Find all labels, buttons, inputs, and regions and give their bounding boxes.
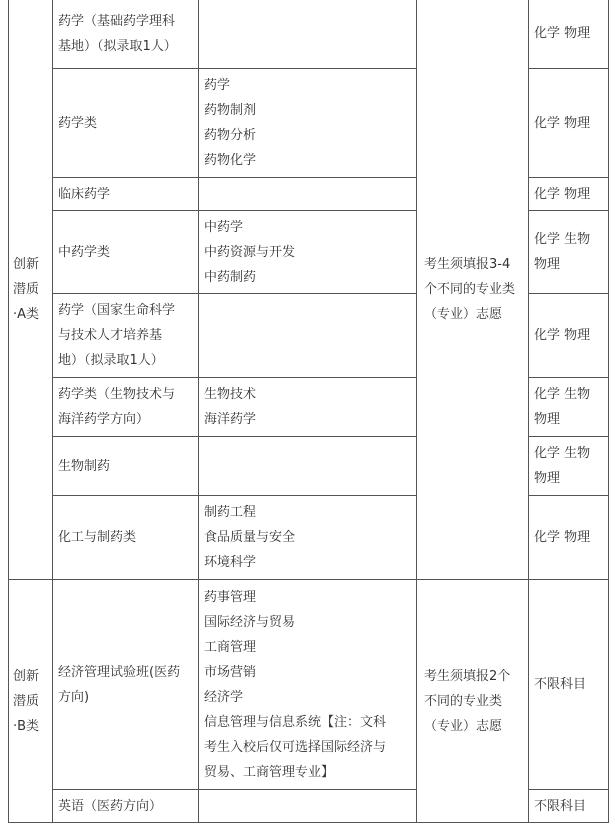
subjects-cell: 化学 生物 物理 — [529, 211, 609, 294]
program-name-cell: 临床药学 — [53, 178, 199, 211]
requirement-cell-a: 考生须填报3-4 个不同的专业类 （专业）志愿 — [417, 0, 529, 580]
program-name-cell: 药学类 — [53, 69, 199, 178]
majors-cell: 生物技术 海洋药学 — [199, 378, 417, 437]
program-name-cell: 化工与制药类 — [53, 496, 199, 580]
subjects-cell: 化学 生物 物理 — [529, 378, 609, 437]
program-name-cell: 药学（国家生命科学 与技术人才培养基 地）（拟录取1人） — [53, 294, 199, 378]
majors-cell: 药事管理 国际经济与贸易 工商管理 市场营销 经济学 信息管理与信息系统【注：文科 考生入校后仅可选择国际经济与 贸易、工商管理专业】 — [199, 580, 417, 790]
category-cell-a: 创新 潜质 ·A类 — [9, 0, 53, 580]
program-name-cell: 英语（医药方向） — [53, 790, 199, 823]
requirement-cell-b: 考生须填报2个 不同的专业类 （专业）志愿 — [417, 580, 529, 823]
majors-cell: 药学 药物制剂 药物分析 药物化学 — [199, 69, 417, 178]
subjects-cell: 不限科目 — [529, 790, 609, 823]
subjects-cell: 化学 物理 — [529, 178, 609, 211]
subjects-cell: 化学 生物 物理 — [529, 437, 609, 496]
majors-cell: 中药学 中药资源与开发 中药制药 — [199, 211, 417, 294]
table-body — [9, 0, 609, 823]
subjects-cell: 化学 物理 — [529, 0, 609, 69]
program-name-cell: 中药学类 — [53, 211, 199, 294]
subjects-cell: 化学 物理 — [529, 69, 609, 178]
subjects-cell: 化学 物理 — [529, 496, 609, 580]
table-row — [9, 0, 609, 69]
subjects-cell: 化学 物理 — [529, 294, 609, 378]
majors-cell — [199, 294, 417, 378]
program-name-cell: 经济管理试验班(医药 方向) — [53, 580, 199, 790]
program-name-cell: 药学（基础药学理科 基地）（拟录取1人） — [53, 0, 199, 69]
majors-cell: 制药工程 食品质量与安全 环境科学 — [199, 496, 417, 580]
majors-cell — [199, 790, 417, 823]
majors-cell — [199, 0, 417, 69]
category-cell-b: 创新 潜质 ·B类 — [9, 580, 53, 823]
program-name-cell: 生物制药 — [53, 437, 199, 496]
major-table — [8, 0, 609, 823]
table-row — [9, 580, 609, 790]
majors-cell — [199, 437, 417, 496]
subjects-cell: 不限科目 — [529, 580, 609, 790]
majors-cell — [199, 178, 417, 211]
program-name-cell: 药学类（生物技术与 海洋药学方向） — [53, 378, 199, 437]
